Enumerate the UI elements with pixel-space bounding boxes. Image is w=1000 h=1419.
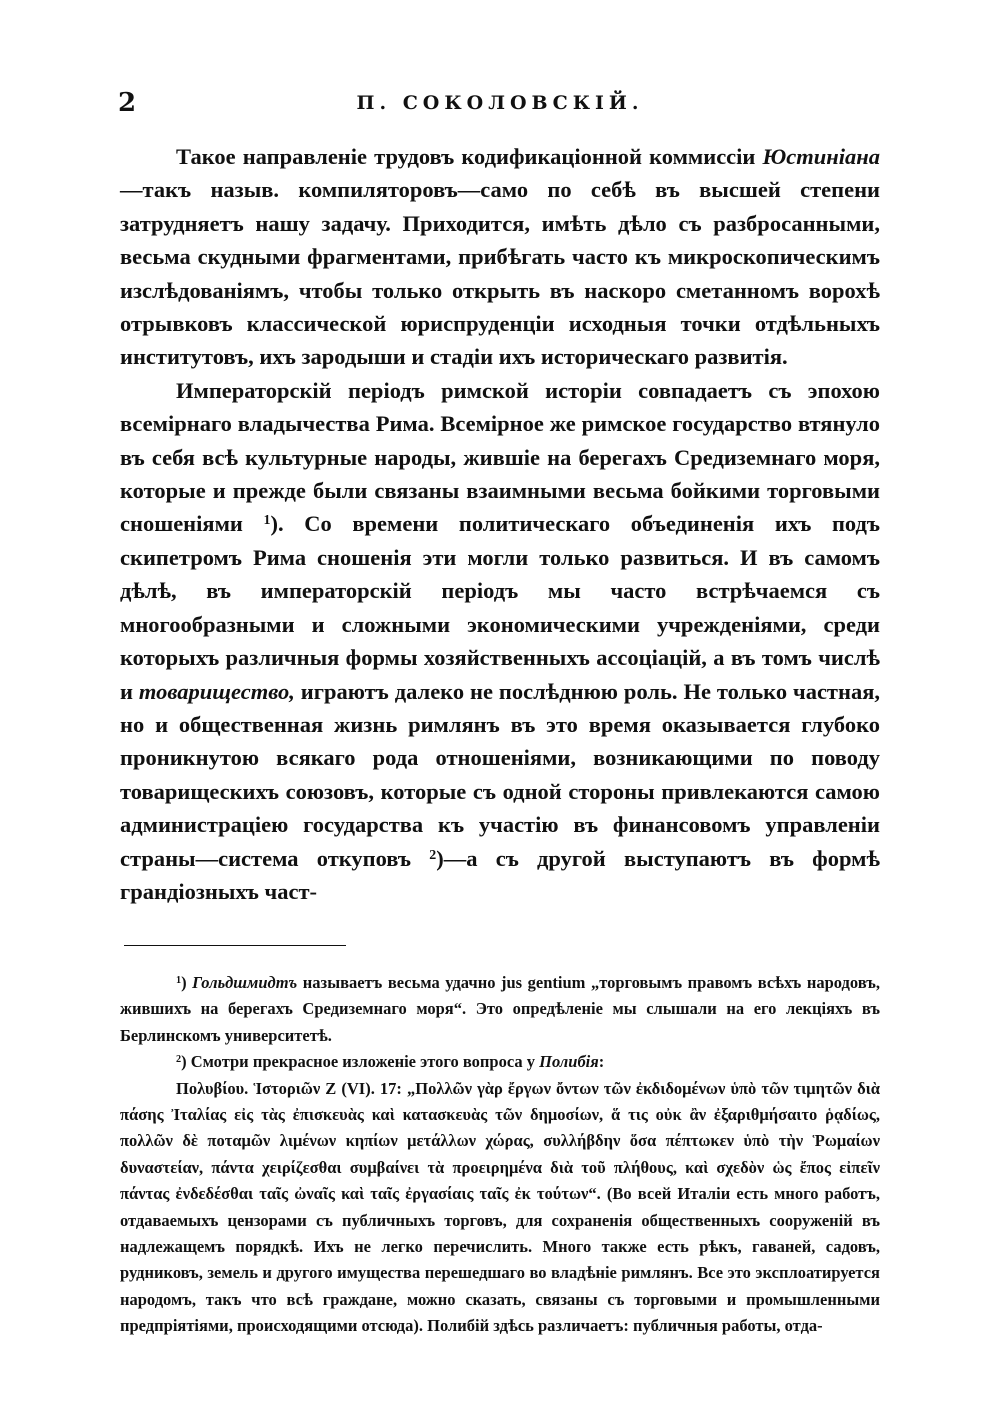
text-run: называетъ весьма удачно jus gentium „торговымъ правомъ всѣхъ народовъ, жившихъ на берегахъ Средиземнаго моря“. Это опредѣленіе мы слышали на его лекціяхъ въ Берлинскомъ университетѣ.: [120, 973, 880, 1045]
italic-name: Юстиніана: [762, 144, 880, 169]
page-number: 2: [118, 88, 137, 118]
footnote-mark: 1: [176, 974, 182, 986]
italic-name: Полибія: [539, 1052, 599, 1072]
text-run: ). Со времени политическаго объединенія ихъ подъ скипетромъ Рима сношенія эти могли только развиться. И въ самомъ дѣлѣ, въ императорскій періодъ мы часто встрѣчаемся съ многообразными и сложными экономическими учрежденіями, среди которыхъ различныя формы хозяйственныхъ ассоціацій, а въ томъ числѣ и: [120, 511, 881, 704]
italic-term: товарищество,: [138, 678, 295, 704]
text-run: Смотри прекрасное изложеніе этого вопроса у: [186, 1052, 540, 1072]
text-run: Такое направленіе трудовъ кодификаціонной коммиссіи: [176, 144, 763, 169]
footnotes: [120, 970, 880, 1340]
footnote-2: $^2$) Смотри прекрасное изложеніе этого вопроса у Полибія:: [176, 1052, 605, 1072]
footnote-2-body: Πολυβίου. Ἱστοριῶν Ζ (VI). 17: „Πολλῶν γὰρ ἔργων ὄντων τῶν ἐκδιδομένων ὑπὸ τῶν τιμητῶν διὰ πάσης Ἰταλίας εἰς τὰς ἐπισκευὰς καὶ κατασκευὰς τῶν δημοσίων, ἅ τις οὐκ ἂν ἐξαριθμήσαιτο ῥᾳδίως, πολλῶν δὲ ποταμῶν λιμένων κηπίων μετάλλων χώρας, συλλήβδην ὅσα πέπτωκεν ὑπὸ τὴν Ῥωμαίων δυναστείαν, πάντα χειρίζεσθαι συμβαίνει τὰ προειρημένα διὰ τοῦ πλήθους, καὶ σχεδὸν ὡς ἔπος εἰπεῖν πάντας ἐνδεδέσθαι ταῖς ὠναῖς καὶ ταῖς ἐργασίαις ταῖς ἐκ τούτων“. (Во всей Италіи есть много работъ, отдаваемыхъ цензорами съ публичныхъ торговъ, для сохраненія общественныхъ сооруженій въ надлежащемъ порядкѣ. Ихъ не легко перечислить. Много также есть рѣкъ, гаваней, садовъ, рудниковъ, земель и другого имущества перешедшаго во владѣніе римлянъ. Все это эксплоатируется народомъ, такъ что всѣ граждане, можно сказать, связаны съ торговыми и промышленными предпріятіями, происходящими отсюда). Полибій здѣсь различаетъ: публичныя работы, отда-: [120, 1078, 880, 1336]
paragraph: [120, 140, 880, 374]
text-run: играютъ далеко не послѣднюю роль. Не только частная, но и общественная жизнь римлянъ въ это время оказывается глубоко проникнутою всякаго рода отношеніями, возникающими по поводу товарищескихъ союзовъ, которые съ одной стороны привлекаются самою администраціею государства къ участію въ финансовомъ управленіи страны—система откуповъ: [120, 678, 881, 871]
footnote-mark: 2: [176, 1054, 182, 1066]
footnote-ref: 1: [263, 513, 271, 529]
running-title: П. СОКОЛОВСКІЙ.: [356, 92, 644, 114]
italic-name: Гольдшмидтъ: [192, 973, 298, 992]
paragraph: [120, 374, 880, 909]
text-run: Императорскій періодъ римской исторіи совпадаетъ съ эпохою всемірнаго владычества Рима. Всемірное же римское государство втянуло въ себя всѣ культурные народы, жившіе на берегахъ Средиземнаго моря, которые и прежде были связаны взаимными весьма бойкими торговыми сношеніями: [120, 377, 880, 537]
main-text: [120, 140, 880, 908]
text-run: —такъ назыв. компиляторовъ—само по себѣ въ высшей степени затрудняетъ нашу задачу. Приходится, имѣть дѣло съ разбросанными, весьма скудными фрагментами, прибѣгать часто къ микроскопическимъ изслѣдованіямъ, чтобы только открыть въ наскоро сметанномъ ворохѣ отрывковъ классической юриспруденціи исходныя точки отдѣльныхъ институтовъ, ихъ зародыши и стадіи ихъ историческаго развитія.: [120, 177, 880, 370]
footnote-divider: [124, 945, 346, 946]
text-run: )—а съ другой выступаютъ въ формѣ грандіозныхъ част-: [120, 845, 881, 904]
footnote-ref: 2: [429, 847, 437, 863]
text-run: :: [598, 1052, 605, 1072]
footnote-1: $^1$) Гольдшмидтъ называетъ весьма удачно jus gentium „торговымъ правомъ всѣхъ народовъ, жившихъ на берегахъ Средиземнаго моря“. Это опредѣленіе мы слышали на его лекціяхъ въ Берлинскомъ университетѣ.: [120, 973, 880, 1045]
